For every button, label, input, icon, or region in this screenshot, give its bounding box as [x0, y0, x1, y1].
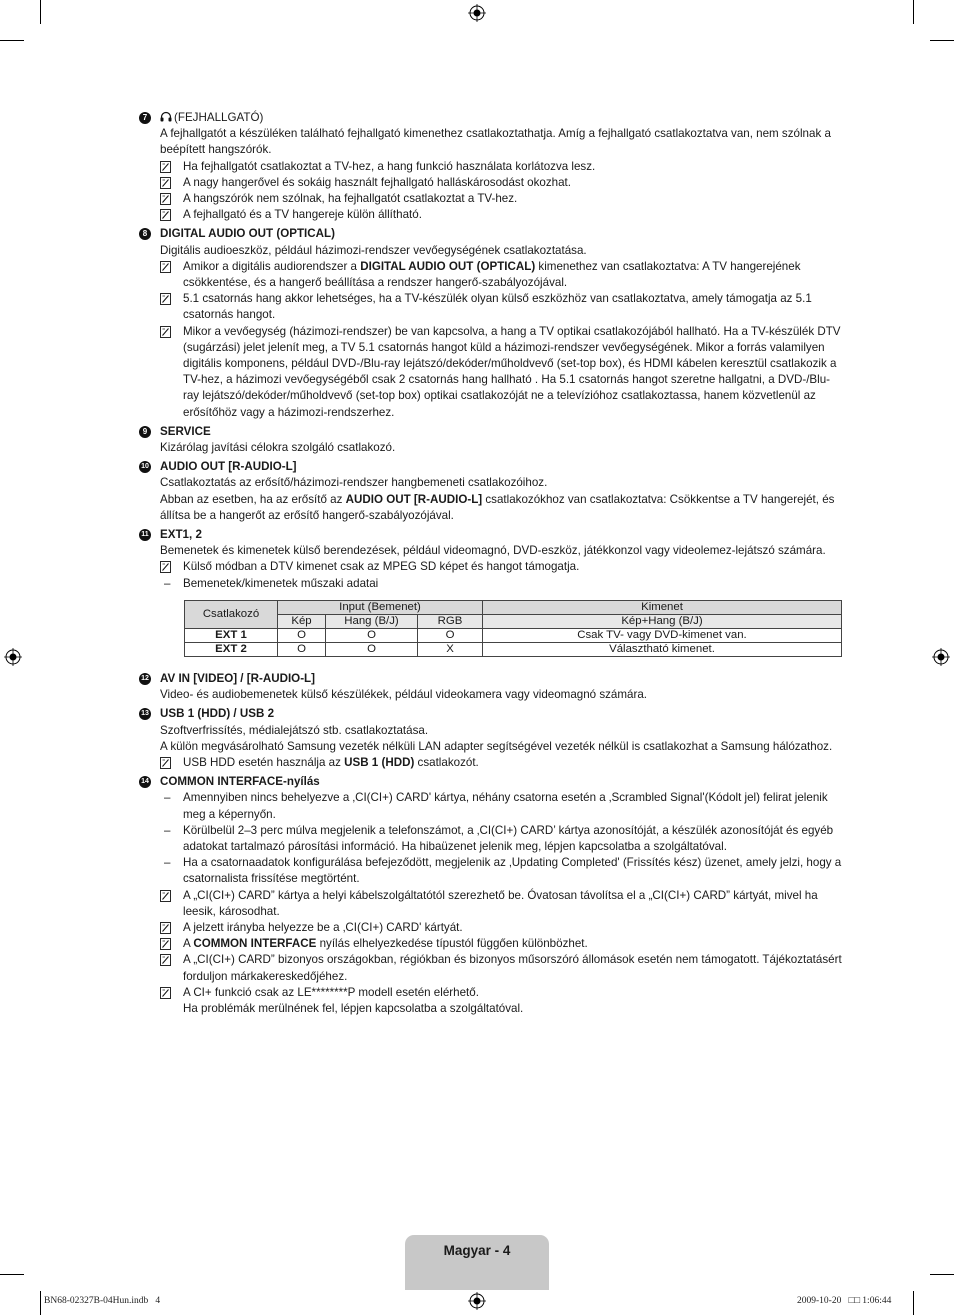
paragraph: Abban az esetben, ha az erősítő az AUDIO OUT [R-AUDIO-L] csatlakozókhoz van csatlakoztatva: Csökkentse a TV hangerejét, és állítsa be a hangerőt az erősítő hangerő-szabályozójával.	[160, 492, 835, 522]
table-subheader: Kép	[278, 614, 326, 628]
table-cell: O	[278, 642, 326, 656]
headphone-icon	[160, 111, 172, 122]
paragraph: A külön megvásárolható Samsung vezeték nélküli LAN adapter segítségével vezeték nélkül is csatlakozhat a Samsung hálózathoz.	[160, 739, 833, 753]
section-number: 12	[139, 673, 151, 685]
note-item: Mikor a vevőegység (házimozi-rendszer) be van kapcsolva, a hang a TV optikai csatlakozójából hallható. Ha a TV-készülék DTV (sugárzási) jelet jelenít meg, a TV 5.1 csatornás hangot küld a házimozi-rendszer vevőegységének. Mikor a forrás valamilyen digitális komponens, például DVD-/Blu-ray lejátszó/dekóder/műholdvevő (set-top box), és HDMI kábelen keresztül csatlakozik a TV-hez, a házimozi vevőegységéből csak 2 csatornás hang hallható . Ha 5.1 csatornás hangot szeretne hallgatni, a DVD-/Blu-ray lejátszó/dekóder/műholdvevő (set-top box) optikai csatlakozóját ne a televízióhoz csatlakoztassa, hanem közvetlenül az erősítőhöz vagy a házimozi-rendszerhez.	[139, 324, 843, 421]
crop-mark	[0, 1274, 24, 1275]
paragraph: A fejhallgatót a készüléken található fejhallgató kimenethez csatlakoztathatja. Amíg a fejhallgató csatlakoztatva van, nem szólnak a beépített hangszórók.	[160, 127, 831, 157]
note-icon	[160, 293, 171, 305]
table-header-output: Kimenet	[483, 600, 842, 614]
crop-mark	[930, 1274, 954, 1275]
section-number: 9	[139, 426, 151, 438]
section-number: 8	[139, 228, 151, 240]
dash-item: – Ha a csatornaadatok konfigurálása befejeződött, megjelenik az ‚Updating Completed' (Frissítés kész) üzenet, amely jelzi, hogy a csatornalista frissítése megtörtént.	[164, 856, 842, 886]
note-item: A „CI(CI+) CARD” bizonyos országokban, régiókban és bizonyos műsorszóró állomások esetén nem támogatott. Tájékoztatásért forduljon márkakereskedőjéhez.	[139, 952, 843, 984]
paragraph: Szoftverfrissítés, médialejátszó stb. csatlakoztatása.	[160, 723, 429, 737]
section-number: 14	[139, 776, 151, 788]
note-icon	[160, 193, 171, 205]
section-title: EXT1, 2	[160, 528, 202, 542]
paragraph: Bemenetek és kimenetek külső berendezések, például videomagnó, DVD-eszköz, játékkonzol vagy videolemez-lejátszó számára.	[160, 544, 826, 558]
note-icon	[160, 209, 171, 221]
section-number: 7	[139, 112, 151, 124]
note-icon	[160, 261, 171, 273]
crop-mark	[0, 40, 24, 41]
note-item: USB HDD esetén használja az USB 1 (HDD) csatlakozót.	[139, 755, 843, 771]
section-ext	[139, 527, 843, 657]
note-item: A „CI(CI+) CARD” kártya a helyi kábelszolgáltatótól szerezhető be. Óvatosan távolítsa el a „CI(CI+) CARD” kártyát, mivel ha leesik, károsodhat.	[139, 888, 843, 920]
note-icon	[160, 890, 171, 902]
section-common-interface	[139, 774, 843, 1017]
section-title: AUDIO OUT [R-AUDIO-L]	[160, 460, 297, 474]
table-cell: O	[278, 628, 326, 642]
dash-item: – Amennyiben nincs behelyezve a ‚CI(CI+) CARD' kártya, néhány csatorna esetén a ‚Scrambled Signal'(Kódolt jel) felirat jelenik meg a képernyőn.	[164, 791, 828, 821]
section-digital-audio-out	[139, 226, 843, 420]
registration-mark-icon	[468, 1292, 486, 1310]
note-item: A hangszórók nem szólnak, ha fejhallgatót csatlakoztat a TV-hez.	[139, 191, 843, 207]
table-header-row	[185, 600, 842, 614]
section-headphone	[139, 110, 843, 223]
note-item: A COMMON INTERFACE nyílás elhelyezkedése típustól függően különbözhet.	[139, 936, 843, 952]
section-title: AV IN [VIDEO] / [R-AUDIO-L]	[160, 671, 315, 685]
table-cell: O	[326, 642, 418, 656]
registration-mark-icon	[4, 648, 22, 666]
note-item: A nagy hangerővel és sokáig használt fejhallgató halláskárosodást okozhat.	[139, 175, 843, 191]
table-cell: O	[326, 628, 418, 642]
page-number: Magyar - 4	[443, 1243, 511, 1258]
footer-filename: BN68-02327B-04Hun.indb 4	[44, 1296, 161, 1306]
section-title: (FEJHALLGATÓ)	[139, 110, 843, 126]
registration-mark-icon	[468, 4, 486, 22]
manual-content	[139, 110, 843, 1017]
table-subheader: Hang (B/J)	[326, 614, 418, 628]
note-item: Külső módban a DTV kimenet csak az MPEG SD képet és hangot támogatja.	[139, 559, 843, 575]
note-icon	[160, 161, 171, 173]
crop-mark	[913, 1291, 914, 1315]
crop-mark	[913, 0, 914, 24]
note-item: 5.1 csatornás hang akkor lehetséges, ha a TV-készülék olyan külső eszközhöz van csatlakoztatva, amely támogatja az 5.1 csatornás hangot.	[139, 291, 843, 323]
section-usb	[139, 706, 843, 771]
registration-mark-icon	[932, 648, 950, 666]
section-title: COMMON INTERFACE-nyílás	[160, 775, 320, 789]
note-item: A jelzett irányba helyezze be a ‚CI(CI+) CARD' kártyát.	[139, 920, 843, 936]
paragraph: Kizárólag javítási célokra szolgáló csatlakozó.	[160, 441, 396, 455]
note-icon	[160, 938, 171, 950]
table-cell: X	[418, 642, 483, 656]
note-icon	[160, 757, 171, 769]
section-number: 10	[139, 461, 151, 473]
table-cell: EXT 1	[185, 628, 278, 642]
note-icon	[160, 561, 171, 573]
table-header-input: Input (Bemenet)	[278, 600, 483, 614]
table-subheader: Kép+Hang (B/J)	[483, 614, 842, 628]
dash-item: – Bemenetek/kimenetek műszaki adatai	[164, 576, 379, 590]
section-number: 11	[139, 529, 151, 541]
note-icon	[160, 954, 171, 966]
note-item: Amikor a digitális audiorendszer a DIGITAL AUDIO OUT (OPTICAL) kimenethez van csatlakoztatva: A TV hangerejének csökkentése, és a hangerő beállítása a rendszer hangerő-szabályozójával.	[139, 259, 843, 291]
dash-item: – Körülbelül 2–3 perc múlva megjelenik a telefonszámot, a ‚CI(CI+) CARD’ kártya azonosítóját, a készülék azonosítóját és egyéb adatokat tartalmazó párosítási információ. Ha hibaüzenet jelenik meg, lépjen kapcsolatba a szolgáltatóval.	[164, 823, 834, 853]
note-icon	[160, 326, 171, 338]
spec-table	[184, 600, 842, 657]
note-icon	[160, 177, 171, 189]
table-subheader: RGB	[418, 614, 483, 628]
crop-mark	[40, 0, 41, 24]
section-title: USB 1 (HDD) / USB 2	[160, 707, 275, 721]
section-av-in	[139, 671, 843, 703]
crop-mark	[40, 1291, 41, 1315]
section-service	[139, 424, 843, 456]
paragraph: Csatlakoztatás az erősítő/házimozi-rendszer hangbemeneti csatlakozóihoz.	[160, 476, 548, 490]
table-header-connector: Csatlakozó	[185, 600, 278, 628]
paragraph: Digitális audioeszköz, például házimozi-rendszer vevőegységének csatlakoztatása.	[160, 243, 587, 257]
section-title: DIGITAL AUDIO OUT (OPTICAL)	[160, 227, 335, 241]
table-cell: Csak TV- vagy DVD-kimenet van.	[483, 628, 842, 642]
table-cell: Választható kimenet.	[483, 642, 842, 656]
table-cell: O	[418, 628, 483, 642]
paragraph: Video- és audiobemenetek külső készülékek, például videokamera vagy videomagnó számára.	[160, 688, 648, 702]
note-icon	[160, 987, 171, 999]
table-row	[185, 628, 842, 642]
note-item: A CI+ funkció csak az LE********P modell esetén elérhető. Ha problémák merülnének fel, lépjen kapcsolatba a szolgáltatóval.	[139, 985, 843, 1017]
footer-timestamp: 2009-10-20 □□ 1:06:44	[797, 1296, 892, 1306]
note-item: Ha fejhallgatót csatlakoztat a TV-hez, a hang funkció használata korlátozva lesz.	[139, 159, 843, 175]
note-icon	[160, 922, 171, 934]
section-title: SERVICE	[160, 424, 211, 438]
section-number: 13	[139, 708, 151, 720]
note-item: A fejhallgató és a TV hangereje külön állítható.	[139, 207, 843, 223]
crop-mark	[930, 40, 954, 41]
section-audio-out	[139, 459, 843, 524]
table-row	[185, 642, 842, 656]
table-subheader-row	[185, 614, 842, 628]
table-cell: EXT 2	[185, 642, 278, 656]
